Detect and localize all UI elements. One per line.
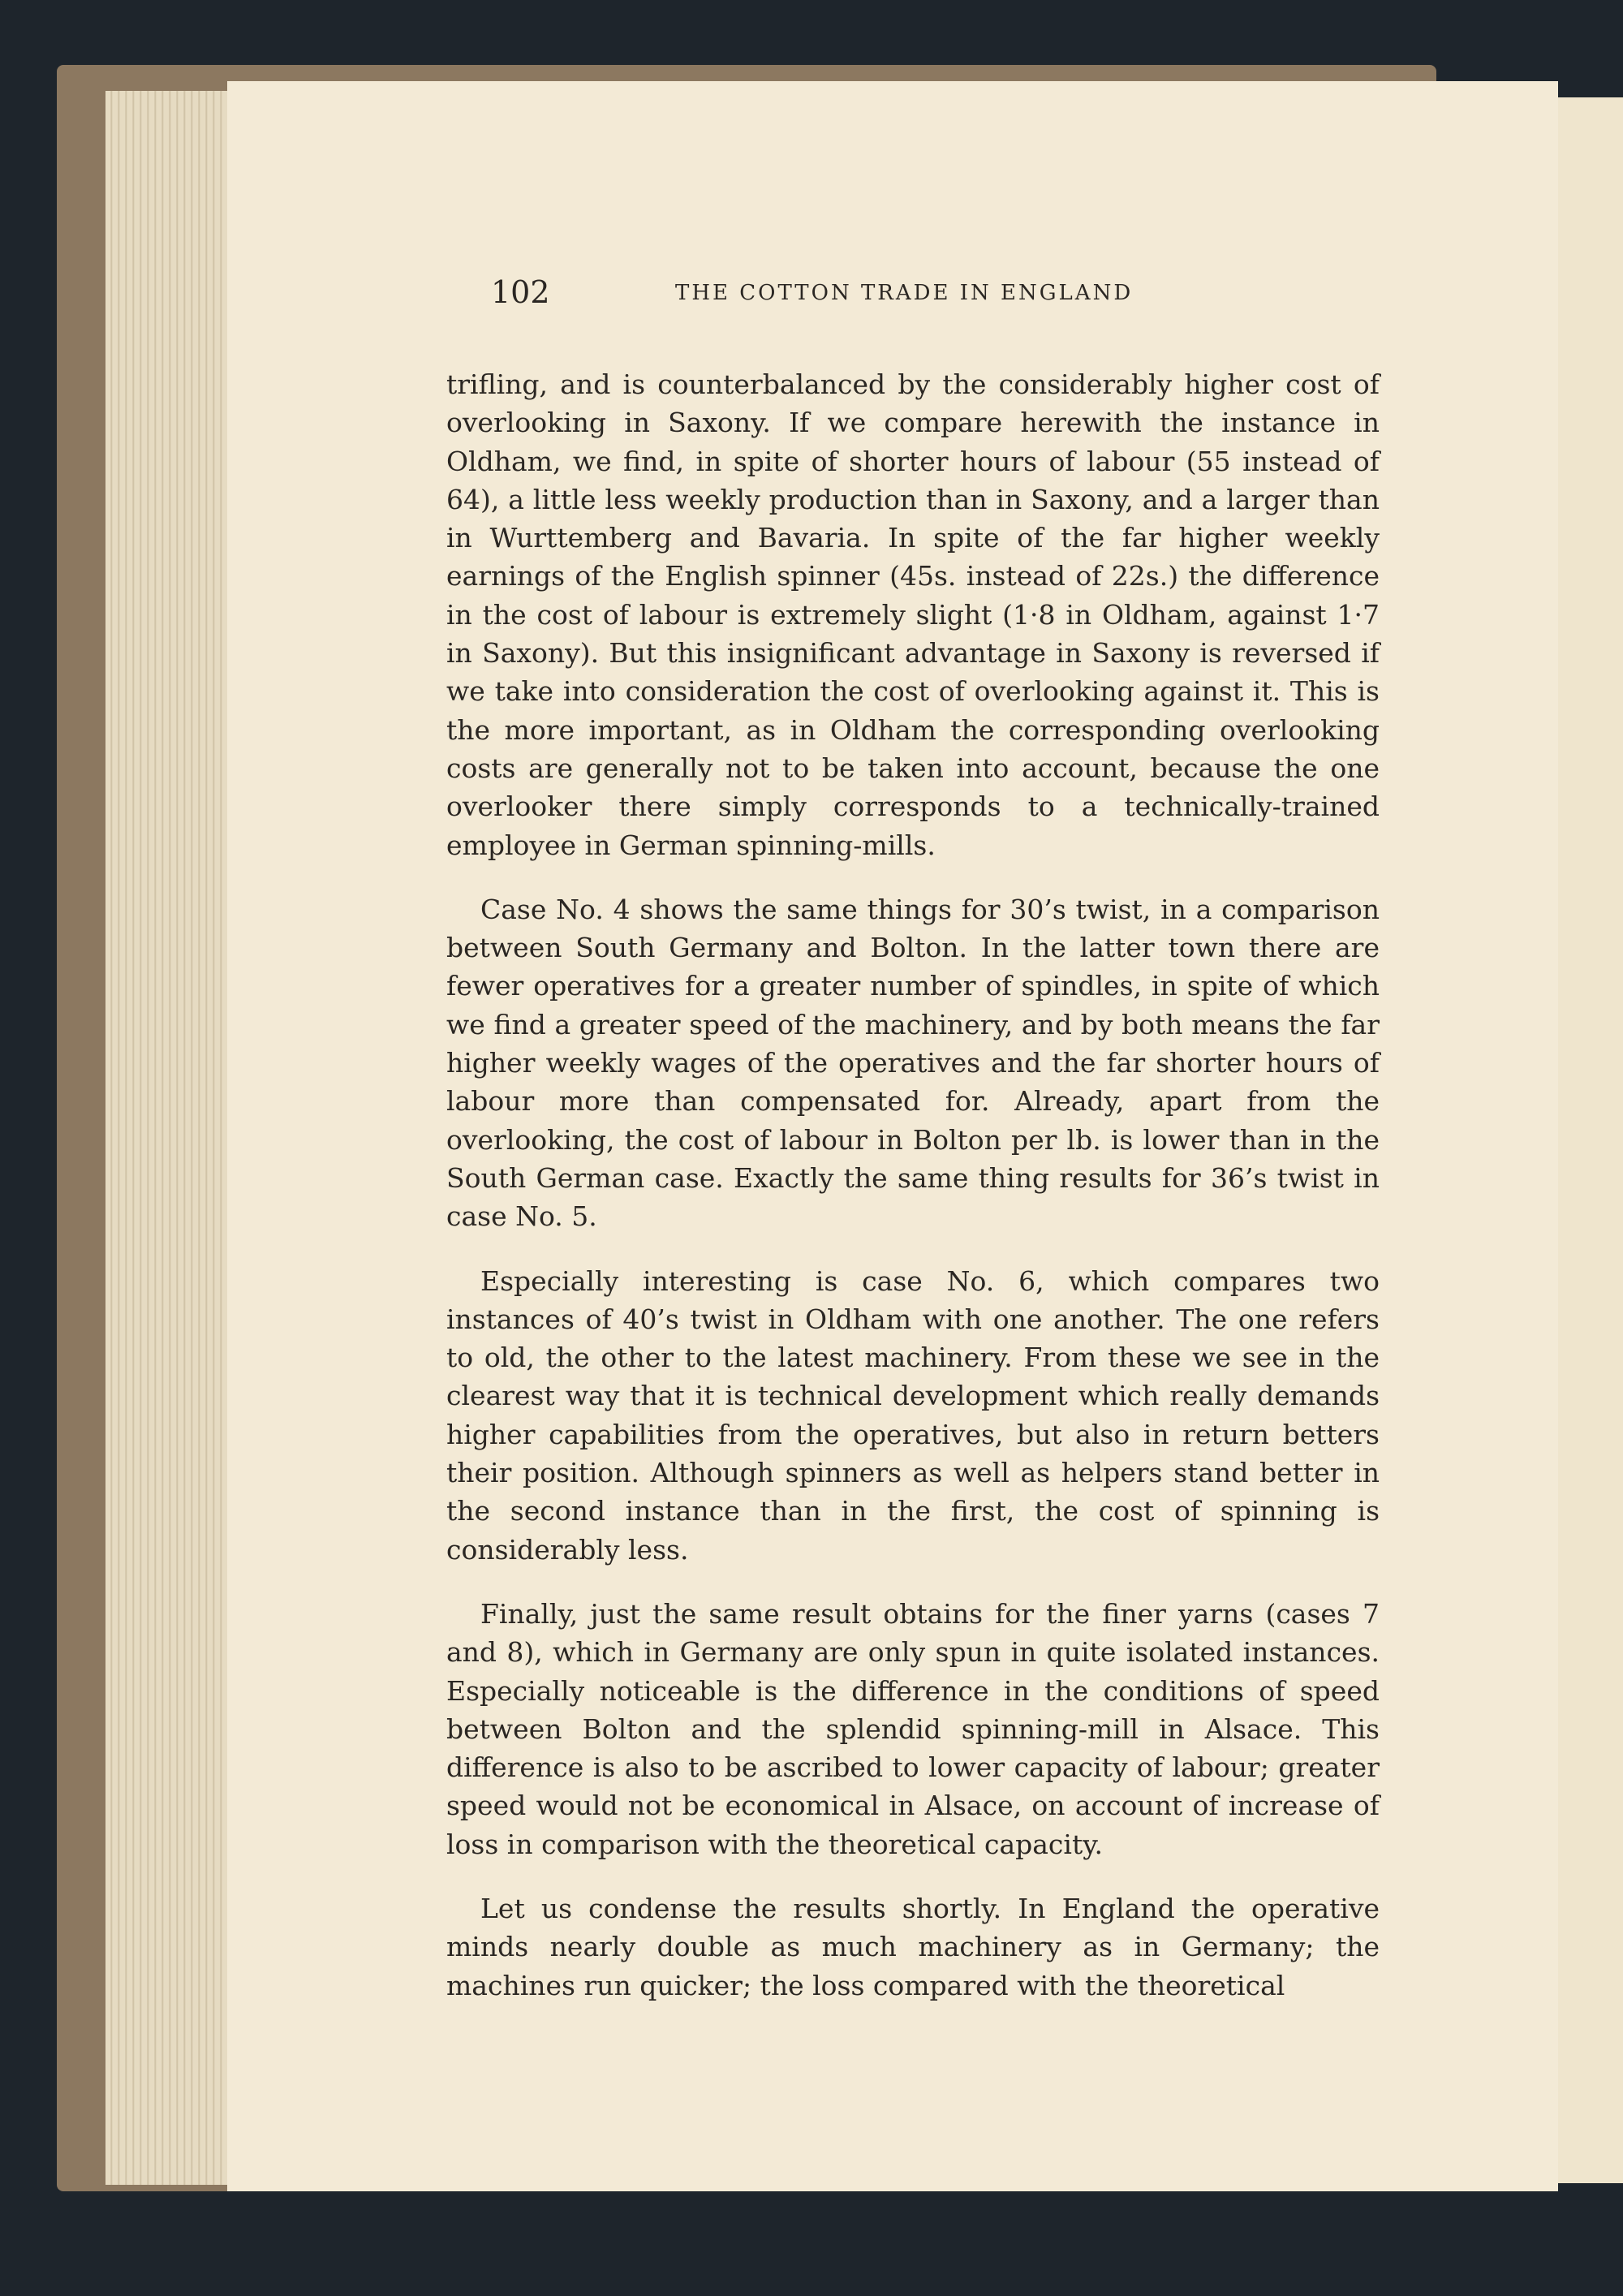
- paragraph: Finally, just the same result obtains for the finer yarns (cases 7 and 8), which in Germany are only spun in quite isolated instances. Especially noticeable is the difference in the conditions of speed between Bolton and the splendid spinning-mill in Alsace. This difference is also to be ascribed to lower capacity of labour; greater speed would not be economical in Alsace, on account of increase of loss in comparison with the theoretical capacity.: [446, 1597, 1380, 1860]
- paragraph: Case No. 4 shows the same things for 30’s twist, in a comparison between South Germany and Bolton. In the latter town there are fewer operatives for a greater number of spindles, in spite of which we find a greater speed of the machinery, and by both means the far higher weekly wages of the operatives and the far shorter hours of labour more than compensated for. Already, apart from the overlooking, the cost of labour in Bolton per lb. is lower than in the South German case. Exactly the same thing results for 36’s twist in case No. 5.: [446, 893, 1380, 1233]
- body-text: [446, 365, 1380, 2031]
- paragraph: trifling, and is counterbalanced by the considerably higher cost of overlooking in Saxony. If we compare herewith the instance in Oldham, we find, in spite of shorter hours of labour (55 instead of 64), a little less weekly production than in Saxony, and a larger than in Wurttemberg and Bavaria. In spite of the far higher weekly earnings of the English spinner (45s. instead of 22s.) the difference in the cost of labour is extremely slight (1·8 in Oldham, against 1·7 in Saxony). But this insignificant advantage in Saxony is reversed if we take into consideration the cost of overlooking against it. This is the more important, as in Oldham the corresponding overlooking costs are generally not to be taken into account, because the one overlooker there simply corresponds to a technically-trained employee in German spinning-mills.: [446, 368, 1380, 861]
- page-number: 102: [491, 274, 550, 310]
- running-title: THE COTTON TRADE IN ENGLAND: [675, 281, 1134, 305]
- paragraph: Especially interesting is case No. 6, which compares two instances of 40’s twist in Oldham with one another. The one refers to old, the other to the latest machinery. From these we see in the clearest way that it is technical development which really demands higher capabilities from the operatives, but also in return betters their position. Although spinners as well as helpers stand better in the second instance than in the first, the cost of spinning is considerably less.: [446, 1264, 1380, 1566]
- page-header: [491, 274, 1384, 323]
- page-edges: [105, 91, 235, 2185]
- paragraph: Let us condense the results shortly. In England the operative minds nearly double as much machinery as in Germany; the machines run quicker; the loss compared with the theoretical: [446, 1892, 1380, 2001]
